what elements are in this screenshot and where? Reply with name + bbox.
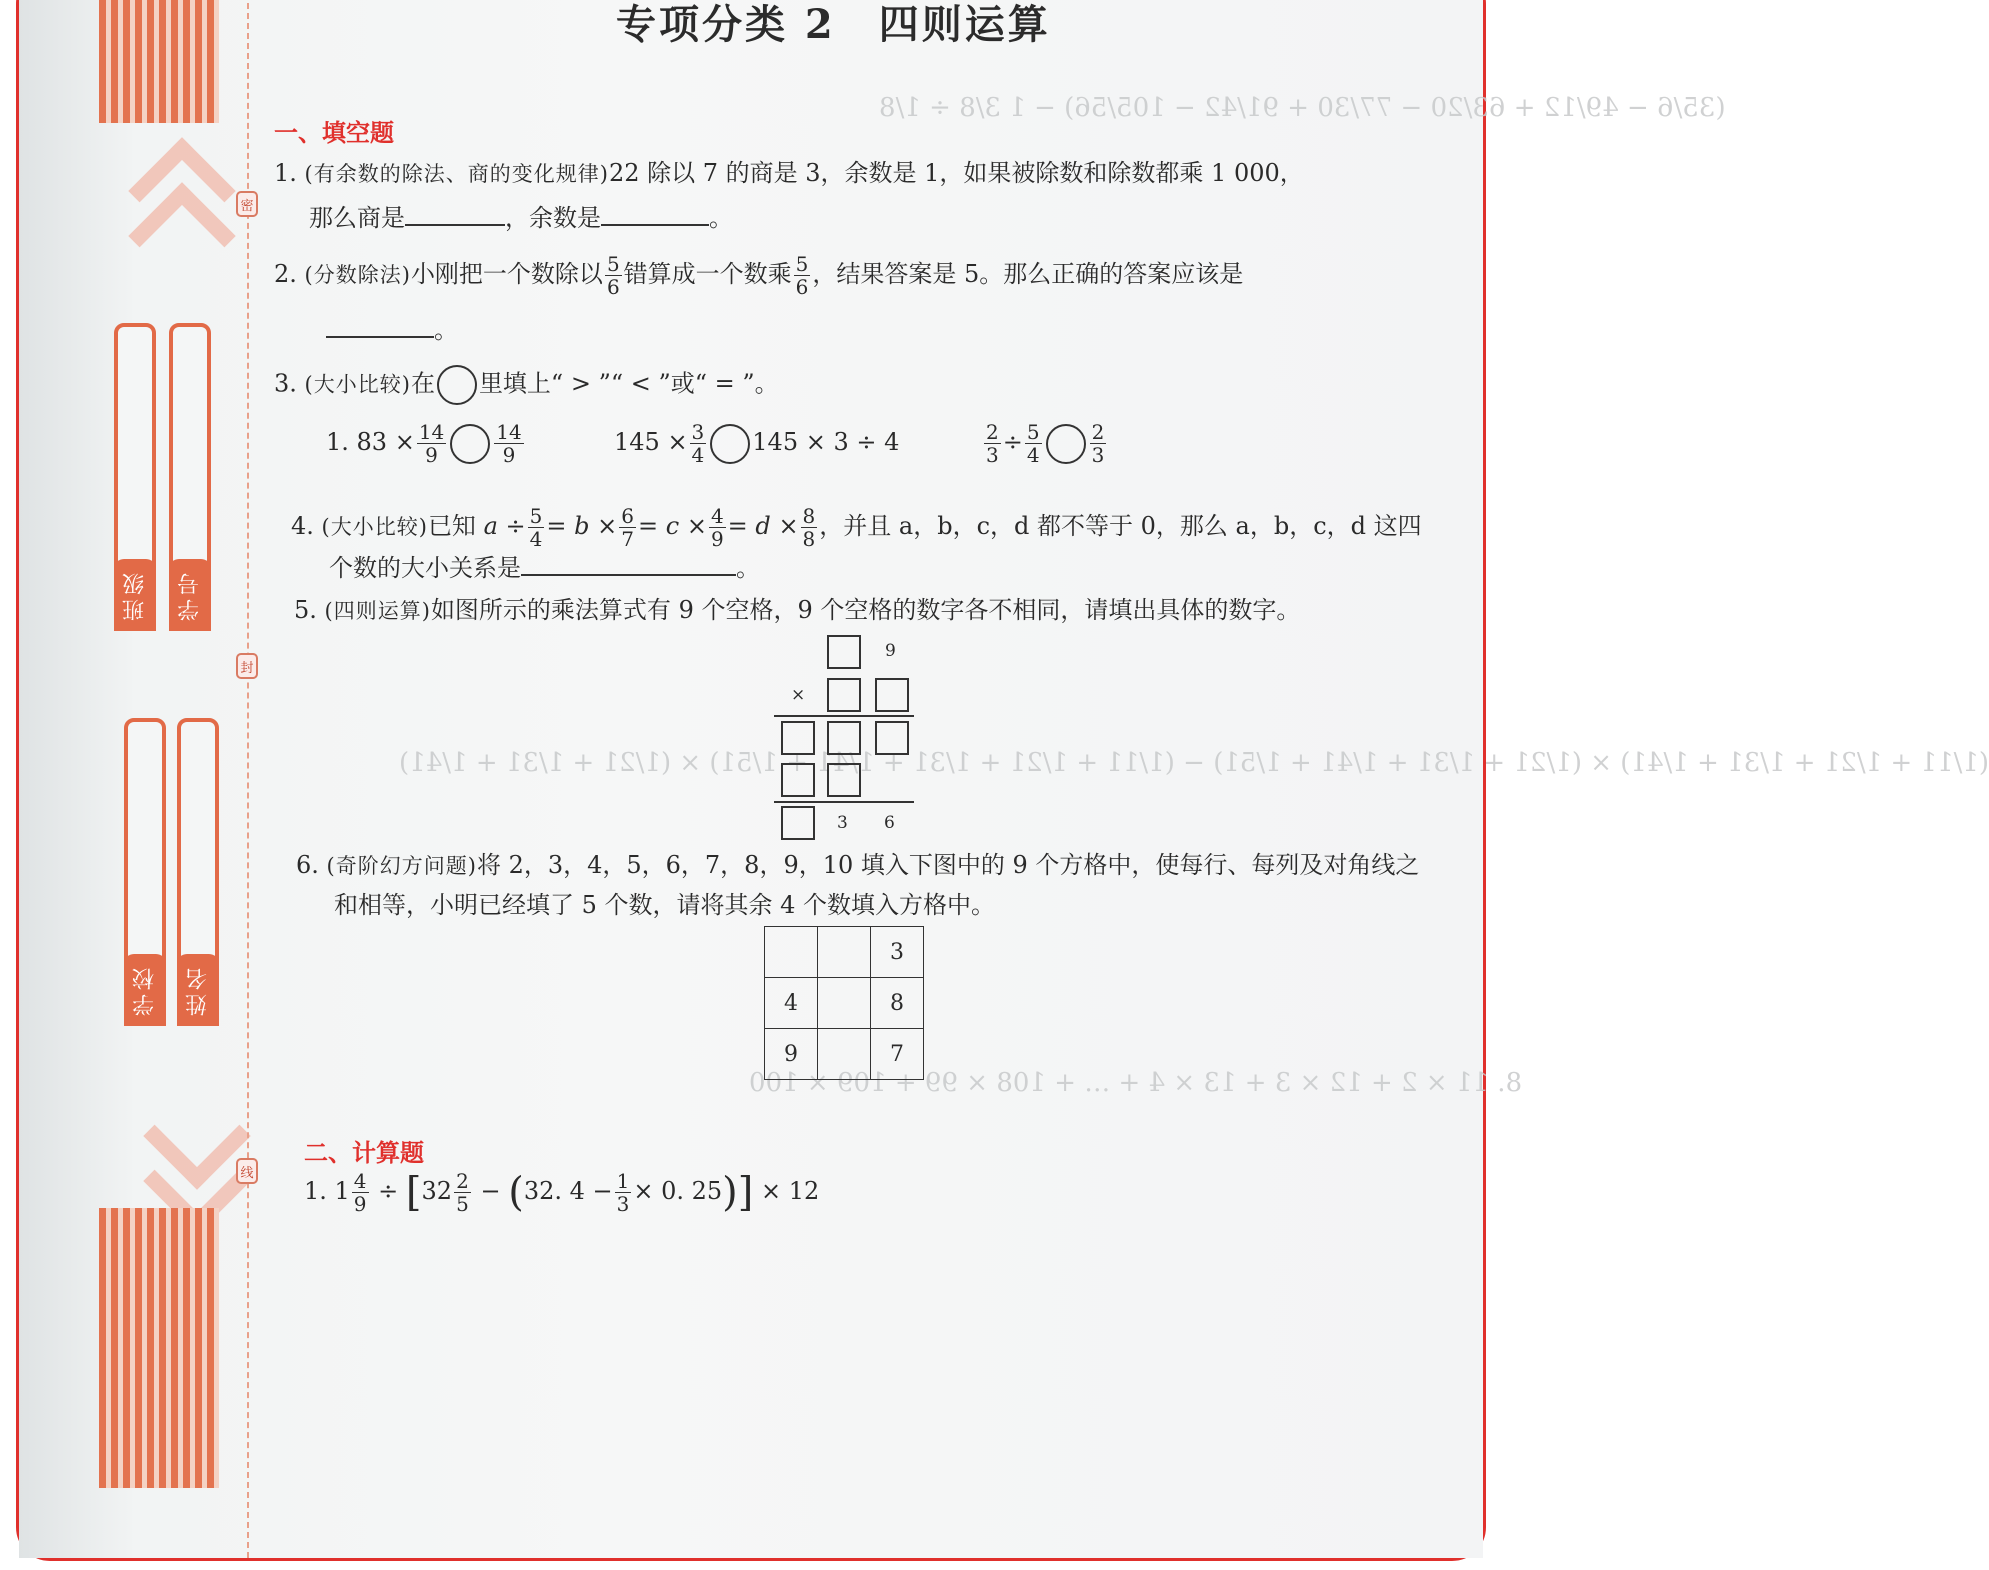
compare-circle-example [437,365,477,405]
given-digit: 9 [885,641,896,661]
question-4-line-2 [329,551,760,585]
digit-box[interactable] [875,678,909,712]
question-number: 3. [274,369,297,398]
answer-blank[interactable] [326,314,434,338]
fraction: $\frac{14}{9}$ [496,420,522,467]
student-id-field [169,323,211,631]
question-3 [274,365,779,405]
operator: = [546,512,567,540]
question-text: 已知 [427,512,476,540]
section-fill-in-title: 一、填空题 [274,119,394,147]
name-field [177,718,219,1026]
compare-item-b [614,421,899,466]
fraction: $\frac{6}{7}$ [621,504,634,551]
page-title: 专项分类 2 四则运算 [616,1,1051,48]
question-text: 。 [434,316,458,344]
grid-cell: 8 [871,978,924,1029]
operator: = [637,512,659,540]
bleed-through-text: (1/11 + 1/21 + 1/31 + 1/41) × (1/21 + 1/31 + 1/41 + 1/51) − (1/11 + 1/21 + 1/31 + 1/41 + 1/51) × (1/21 + 1/31 + 1/41) [399,748,1989,778]
student-id-label: 学号 [169,559,211,631]
page-frame [16,0,1989,1561]
question-text: 错算成一个数乘 [623,260,792,288]
digit-box[interactable] [827,635,861,669]
fraction: $\frac{8}{8}$ [802,504,816,551]
question-text: 。 [736,554,760,582]
grid-cell[interactable] [765,927,818,978]
expression: × 12 [761,1177,820,1205]
answer-blank[interactable] [405,202,505,226]
grid-cell: 4 [765,978,818,1029]
question-topic: (四则运算) [324,599,431,623]
digit-box[interactable] [781,721,815,755]
digit-box[interactable] [875,721,909,755]
cut-line [247,0,249,1558]
given-digit: 6 [884,813,895,833]
question-6 [296,848,1419,883]
digit-box[interactable] [827,763,861,797]
compare-item-a [326,421,526,466]
question-2 [274,253,1243,298]
fraction: $\frac{1}{3}$ [616,1169,630,1216]
question-5 [294,593,1300,628]
operator: × [778,512,799,540]
question-text: ，余数是 [505,204,601,232]
question-text: 小刚把一个数除以 [410,260,603,288]
compare-circle[interactable] [1046,424,1086,464]
calculation-1 [304,1170,819,1215]
bracket: ( [508,1169,524,1216]
bracket: ) [722,1169,738,1216]
expression: 145 × [614,428,688,456]
question-text: ，结果答案是 5。那么正确的答案应该是 [812,260,1244,288]
question-1-line-2 [309,201,733,235]
question-number: 5. [294,596,317,624]
bleed-through-text: (35/6 − 49/12 + 63/20 − 77/30 + 91/42 − 105/56) − 1 3/8 ÷ 1/8 [879,93,1726,123]
variable: d [755,512,771,540]
question-text: 将 2，3，4，5，6，7，8，9，10 填入下图中的 9 个方格中，使每行、每列及对角线之 [476,851,1420,879]
fraction: $\frac{3}{4}$ [691,420,705,467]
question-2-line-2 [326,313,458,347]
compare-circle[interactable] [450,424,490,464]
operator: = [727,512,748,540]
question-number: 2. [274,260,297,288]
answer-blank[interactable] [521,552,736,576]
grid-cell[interactable] [818,927,871,978]
fraction: $\frac{2}{3}$ [986,420,999,467]
fraction: $\frac{5}{4}$ [529,504,543,551]
answer-blank[interactable] [601,202,709,226]
digit-box[interactable] [781,806,815,840]
expression: 145 × 3 ÷ 4 [752,428,900,456]
class-field [114,323,156,631]
fraction: $\frac{4}{9}$ [353,1169,367,1216]
magic-square-grid [764,926,924,1080]
grid-cell: 3 [871,927,924,978]
school-label: 学校 [124,954,166,1026]
variable: c [665,512,680,540]
operator: ÷ [1002,428,1023,456]
seal-mark-mi: 密 [236,191,258,217]
question-text: 在 [410,369,435,398]
fraction: $\frac{5}{6}$ [606,252,620,299]
question-text: 那么商是 [309,204,405,232]
compare-item-c [982,421,1108,466]
section-calculation-title: 二、计算题 [304,1139,424,1167]
grid-cell: 9 [765,1029,818,1080]
question-number: 1. 1 [304,1177,350,1205]
question-topic: (大小比较) [321,515,428,539]
question-4 [291,505,1422,550]
variable: b [574,512,590,540]
operator: ÷ [505,512,526,540]
fraction: $\frac{5}{4}$ [1026,420,1040,467]
question-number: 1. [274,159,297,187]
class-label: 班级 [114,559,156,631]
variable: a [483,512,498,540]
question-6-line-2 [334,888,995,922]
rule-line [774,715,914,717]
name-label: 姓名 [177,954,219,1026]
bracket: [ [405,1169,422,1216]
given-digit: 3 [837,813,848,833]
school-field [124,718,166,1026]
question-text: 里填上“ > ”“ < ”或“ = ”。 [478,369,779,398]
digit-box[interactable] [781,763,815,797]
question-topic: (有余数的除法、商的变化规律) [304,162,609,186]
operator: ÷ [378,1177,399,1205]
question-text: 22 除以 7 的商是 3，余数是 1，如果被除数和除数都乘 1 000， [608,159,1304,187]
operator: × [597,512,618,540]
expression: 1. 83 × [326,428,415,456]
grid-cell[interactable] [818,1029,871,1080]
rule-line [774,801,914,803]
bracket: ] [737,1169,754,1216]
bleed-through-text: 8. 11 × 2 + 12 × 3 + 13 × 4 + … + 108 × 99 + 109 × 100 [749,1068,1523,1098]
fraction: $\frac{2}{3}$ [1091,420,1105,467]
question-number: 6. [296,851,319,879]
compare-circle[interactable] [710,424,750,464]
expression: × 0. 25 [633,1177,723,1205]
fraction: $\frac{14}{9}$ [418,420,445,467]
seal-mark-xian: 线 [236,1158,258,1184]
paper-background [19,0,1989,1558]
grid-cell: 7 [871,1029,924,1080]
expression: 32. 4 − [523,1177,613,1205]
binding-strip [19,0,229,1558]
question-text: 个数的大小关系是 [329,554,521,582]
digit-box[interactable] [827,678,861,712]
digit-box[interactable] [827,721,861,755]
question-text: 。 [709,204,733,232]
question-topic: (大小比较) [304,372,411,397]
question-text: 和相等，小明已经填了 5 个数，请将其余 4 个数填入方格中。 [334,891,996,919]
question-topic: (分数除法) [304,263,411,287]
fraction: $\frac{2}{5}$ [456,1169,469,1216]
operator: × [686,512,707,540]
fraction: $\frac{5}{6}$ [795,252,809,299]
question-topic: (奇阶幻方问题) [326,854,477,878]
question-text: 如图所示的乘法算式有 9 个空格，9 个空格的数字各不相同，请填出具体的数字。 [430,596,1301,624]
stripe-band-bottom [99,1208,219,1488]
operator: − [480,1177,501,1205]
stripe-band-top [99,0,219,123]
question-number: 4. [291,512,314,540]
question-text: ，并且 a，b，c，d 都不等于 0，那么 a，b，c，d 这四 [819,512,1422,540]
times-sign: × [791,685,806,705]
number: 32 [421,1177,453,1205]
fraction: $\frac{4}{9}$ [710,504,724,551]
question-1 [274,156,1304,191]
seal-mark-feng: 封 [236,653,258,679]
grid-cell[interactable] [818,978,871,1029]
